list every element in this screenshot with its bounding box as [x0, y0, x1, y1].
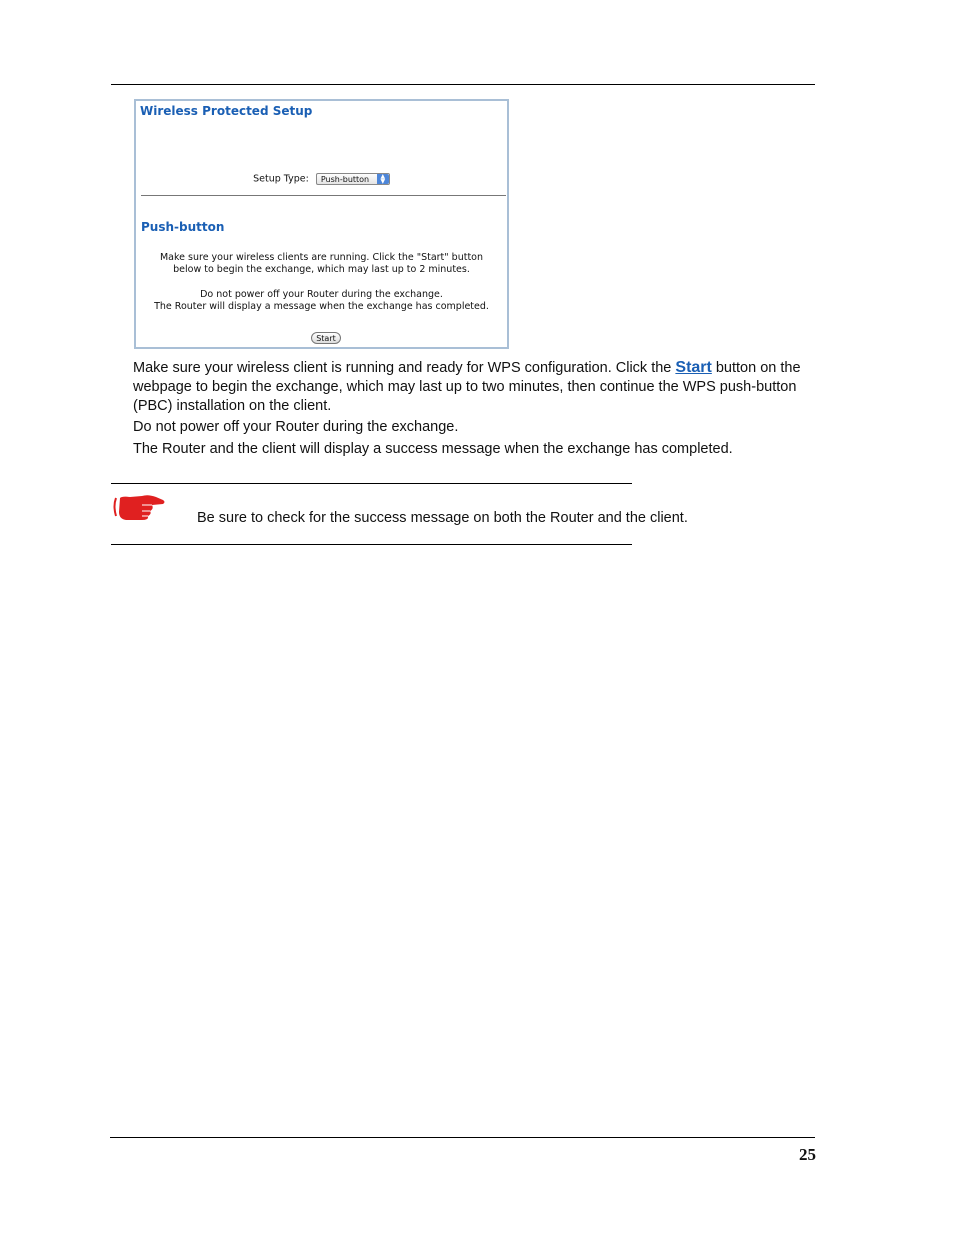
panel-message-line: below to begin the exchange, which may last up to 2 minutes. [173, 264, 470, 275]
pointing-hand-icon [112, 492, 166, 522]
panel-message-line: Make sure your wireless clients are running. Click the "Start" button [159, 252, 484, 263]
page-number: 25 [799, 1145, 816, 1164]
panel-message-line: The Router will display a message when the exchange has completed. [154, 301, 489, 312]
setup-type-row [136, 173, 507, 185]
note-text: Be sure to check for the success message on both the Router and the client. [197, 510, 688, 526]
panel-divider [141, 195, 506, 196]
note-top-rule [111, 483, 632, 484]
power-warning-paragraph: Do not power off your Router during the exchange. [133, 419, 459, 435]
wps-setup-panel [134, 99, 509, 349]
select-arrows-icon: ▲ ▼ [377, 174, 389, 184]
pushbutton-heading: Push-button [141, 220, 225, 234]
instruction-paragraph [133, 358, 823, 416]
success-message-paragraph: The Router and the client will display a success message when the exchange has completed. [133, 441, 733, 457]
setup-type-select[interactable] [316, 173, 390, 185]
start-button[interactable]: Start [311, 332, 341, 344]
panel-title: Wireless Protected Setup [140, 104, 313, 118]
header-rule [111, 84, 815, 85]
panel-message-start [136, 252, 507, 276]
setup-type-label: Setup Type: [253, 173, 309, 185]
start-link[interactable]: Start [675, 359, 712, 376]
note-bottom-rule [111, 544, 632, 545]
para-text: Make sure your wireless client is running and ready for WPS configuration. Click the [133, 360, 676, 376]
setup-type-value: Push-button [320, 175, 370, 184]
para-text: button on the webpage to begin the exchange, which may last up to two minutes, then continue the WPS push-button (PBC) installation on the client. [133, 360, 801, 414]
footer-rule [110, 1137, 815, 1138]
panel-message-line: Do not power off your Router during the exchange. [200, 289, 443, 300]
panel-message-power [136, 289, 507, 313]
